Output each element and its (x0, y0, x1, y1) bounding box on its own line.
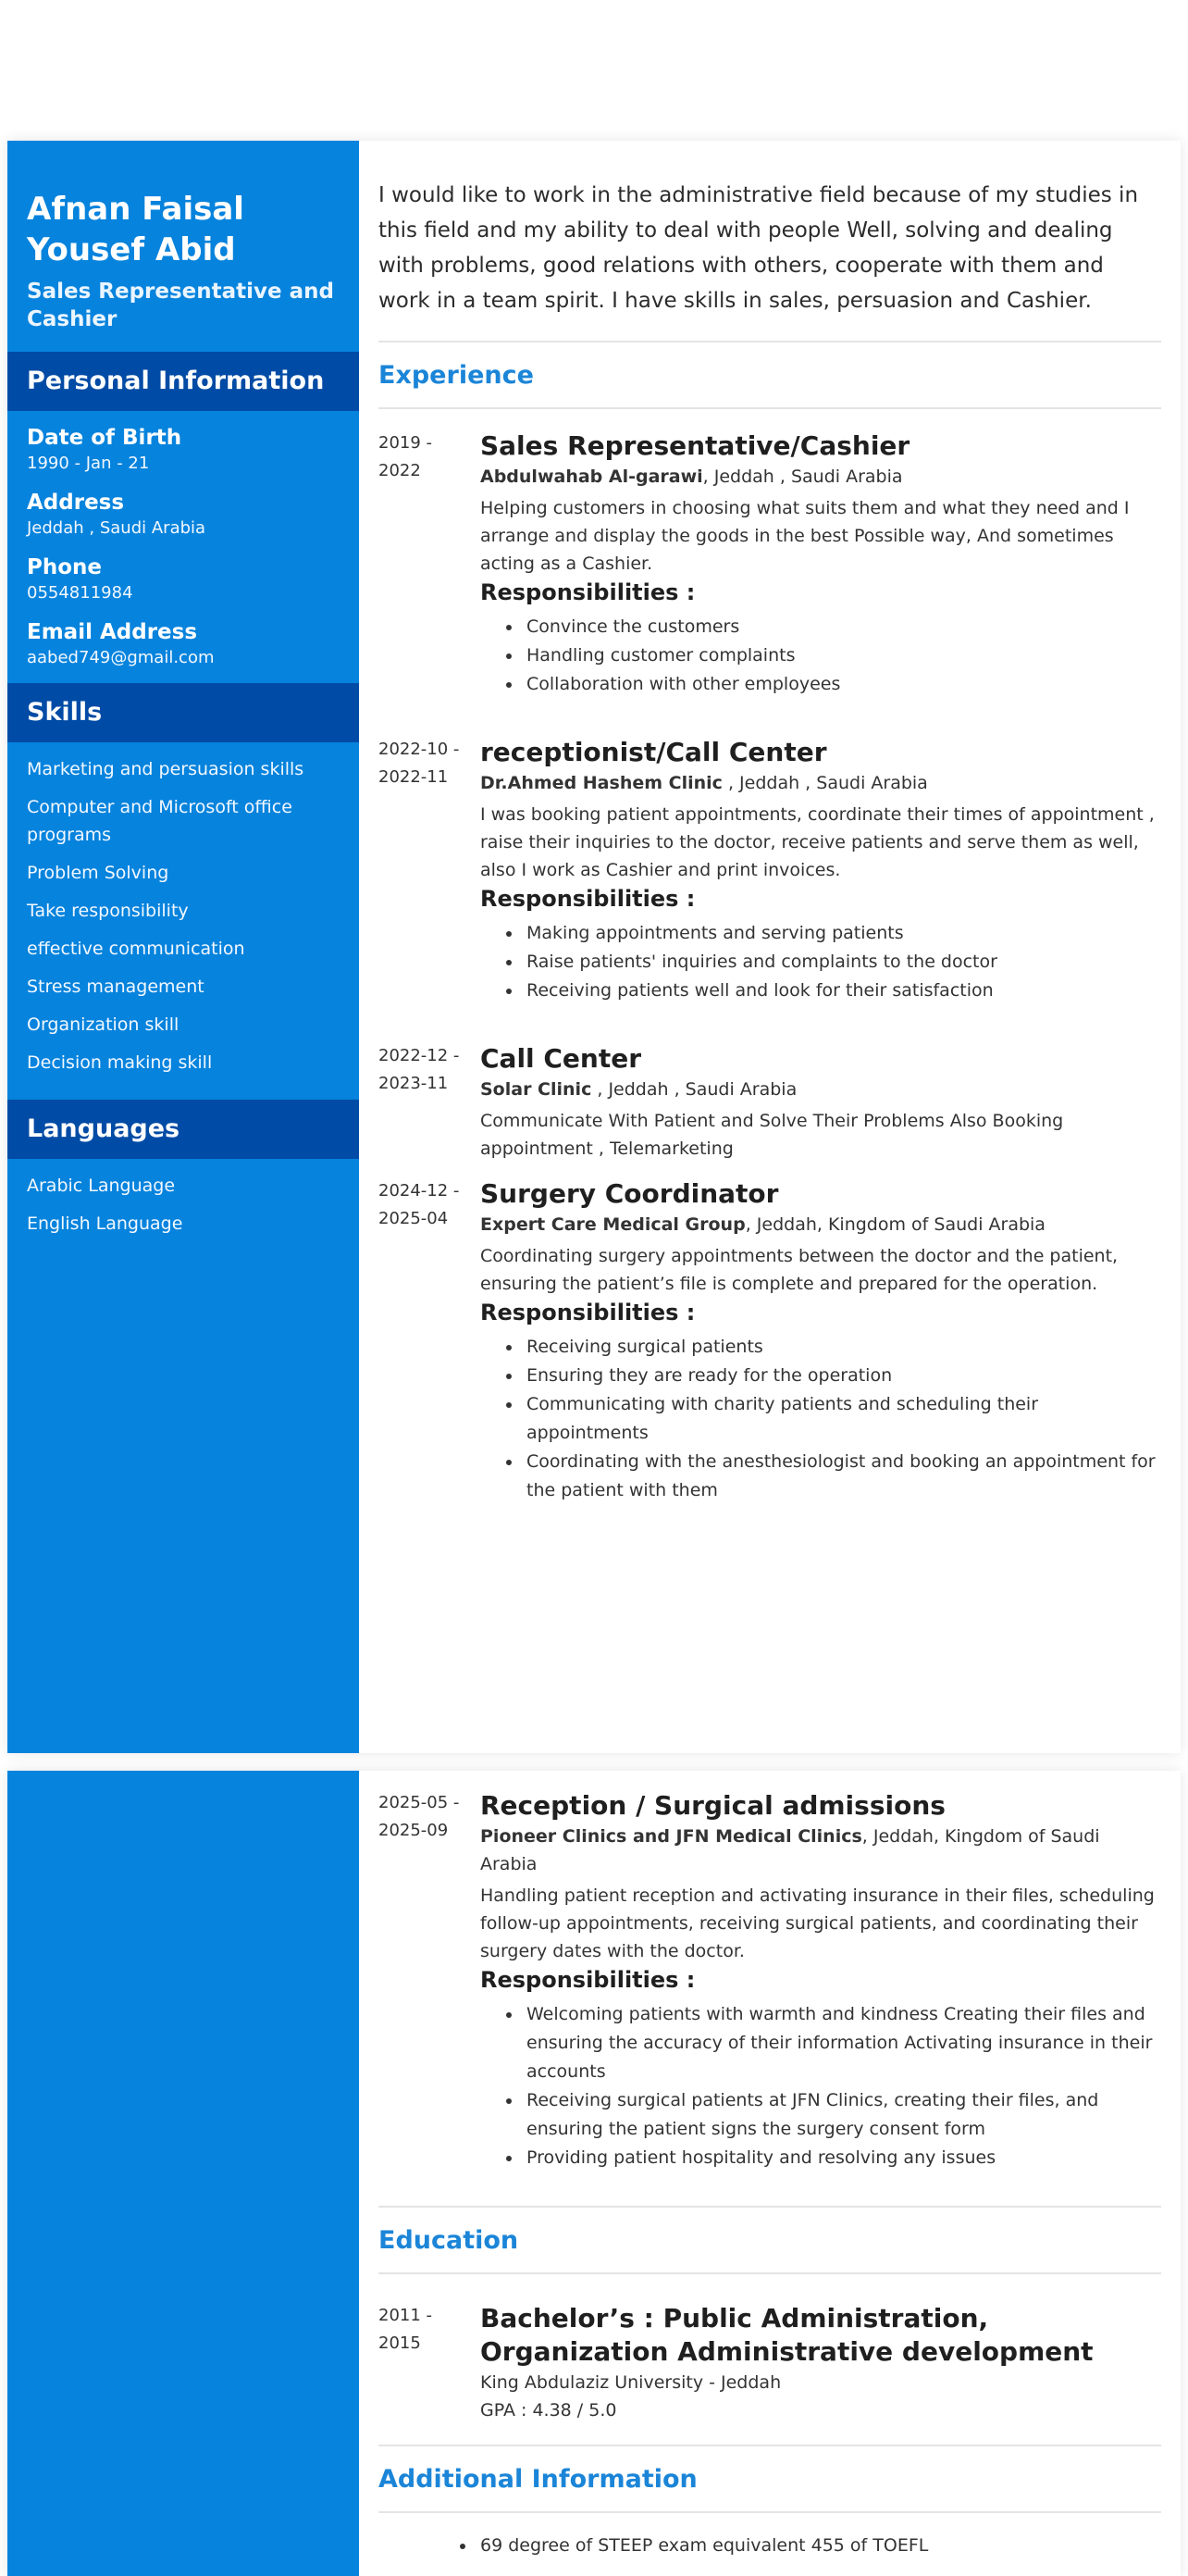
job-role: receptionist/Call Center (480, 737, 827, 767)
experience-entry (378, 429, 1161, 699)
responsibilities-label: Responsibilities : (480, 886, 696, 912)
org-location: , Jeddah , Saudi Arabia (722, 773, 928, 793)
languages-list (7, 1159, 359, 1261)
list-item: Providing patient hospitality and resolving any issues (526, 2144, 1161, 2172)
org-name: Abdulwahab Al-garawi (480, 467, 703, 487)
skill-item: Stress management (27, 977, 204, 997)
entry-date (378, 429, 480, 699)
school-name: King Abdulaziz University - Jeddah (480, 2372, 782, 2393)
responsibilities-list (480, 2000, 1161, 2172)
education-entry (378, 2302, 1161, 2424)
job-org (480, 463, 1161, 491)
main-content (359, 141, 1181, 1753)
responsibilities-list (480, 613, 1161, 699)
responsibilities-list (480, 1333, 1161, 1505)
list-item: Receiving surgical patients (526, 1333, 1161, 1362)
language-item: English Language (27, 1213, 183, 1234)
org-location: , Jeddah , Saudi Arabia (591, 1079, 798, 1100)
experience-entry (378, 1042, 1161, 1163)
skill-item: Decision making skill (27, 1052, 213, 1073)
entry-body (480, 2302, 1161, 2424)
education-heading: Education (378, 2208, 1161, 2274)
list-item: Ensuring they are ready for the operation (526, 1362, 1161, 1390)
date-start: 2022-12 - (378, 1046, 460, 1065)
job-role: Surgery Coordinator (480, 1178, 779, 1209)
experience-heading: Experience (378, 342, 1161, 409)
sidebar (7, 141, 359, 1753)
list-item: Receiving surgical patients at JFN Clinics, creating their files, and ensuring the patient signs the surgery consent form (526, 2086, 1161, 2144)
entry-body (480, 736, 1161, 1005)
phone-label: Phone (27, 555, 103, 579)
job-description: Handling patient reception and activating insurance in their files, scheduling follow-up appointments, receiving surgical patients, and coordinating their surgery dates with the doctor. (480, 1885, 1155, 1961)
date-end: 2023-11 (378, 1074, 449, 1093)
org-location: , Jeddah , Saudi Arabia (702, 467, 903, 487)
skill-item: Take responsibility (27, 901, 189, 921)
responsibilities-label: Responsibilities : (480, 1300, 696, 1325)
experience-entry (378, 736, 1161, 1005)
list-item: Handling customer complaints (526, 641, 1161, 670)
list-item: Making appointments and serving patients (526, 919, 1161, 948)
skill-item: Organization skill (27, 1014, 179, 1035)
date-end: 2015 (378, 2333, 421, 2353)
gpa: GPA : 4.38 / 5.0 (480, 2400, 617, 2420)
skill-item: Marketing and persuasion skills (27, 759, 304, 779)
sidebar (7, 1771, 359, 2576)
candidate-title: Sales Representative and Cashier (27, 280, 334, 331)
date-start: 2025-05 - (378, 1793, 460, 1812)
org-name: Pioneer Clinics and JFN Medical Clinics (480, 1826, 862, 1847)
responsibilities-label: Responsibilities : (480, 1967, 696, 1993)
job-role: Sales Representative/Cashier (480, 430, 910, 461)
entry-date (378, 736, 480, 1005)
list-item: Convince the customers (526, 613, 1161, 641)
date-start: 2022-10 - (378, 740, 460, 759)
candidate-name: Afnan Faisal Yousef Abid (27, 191, 244, 268)
job-role: Reception / Surgical admissions (480, 1790, 946, 1821)
job-description: Communicate With Patient and Solve Their Problems Also Booking appointment , Telemarketing (480, 1111, 1064, 1159)
email-label: Email Address (27, 620, 198, 644)
list-item: Communicating with charity patients and scheduling their appointments (526, 1390, 1161, 1448)
org-name: Solar Clinic (480, 1079, 592, 1100)
list-item: Welcoming patients with warmth and kindness Creating their files and ensuring the accuracy of their information Activating insurance in their accounts (526, 2000, 1161, 2086)
date-end: 2022-11 (378, 767, 449, 787)
address-value: Jeddah , Saudi Arabia (27, 518, 206, 538)
languages-heading: Languages (7, 1100, 359, 1159)
additional-info-list (378, 2532, 1161, 2560)
dob-label: Date of Birth (27, 426, 182, 450)
entry-body (480, 1177, 1161, 1505)
org-location: , Jeddah, Kingdom of Saudi Arabia (480, 1826, 1100, 1874)
date-end: 2025-04 (378, 1209, 449, 1228)
additional-info-heading: Additional Information (378, 2446, 1161, 2513)
main-content (359, 1771, 1181, 2576)
job-org (480, 1211, 1161, 1238)
resume-page-1 (7, 141, 1181, 1753)
dob-value: 1990 - Jan - 21 (27, 454, 150, 473)
experience-entry (378, 1789, 1161, 2172)
entry-body (480, 1042, 1161, 1163)
entry-body (480, 1789, 1161, 2172)
experience-entry (378, 1177, 1161, 1505)
entry-date (378, 1789, 480, 2172)
list-item: Raise patients' inquiries and complaints to the doctor (526, 948, 1161, 977)
entry-date (378, 1177, 480, 1505)
org-name: Expert Care Medical Group (480, 1214, 746, 1235)
language-item: Arabic Language (27, 1176, 176, 1196)
responsibilities-label: Responsibilities : (480, 579, 696, 605)
responsibilities-list (480, 919, 1161, 1005)
profile-summary: I would like to work in the administrative field because of my studies in this field and my ability to deal with people Well, solving and dealing with problems, good relations with others, cooperate with them and work in a team spirit. I have skills in sales, persuasion and Cashier. (378, 141, 1161, 342)
date-start: 2019 - (378, 433, 433, 453)
list-item: Collaboration with other employees (526, 670, 1161, 699)
skill-item: Problem Solving (27, 863, 169, 883)
skills-list (7, 742, 359, 1100)
list-item: 69 degree of STEEP exam equivalent 455 of TOEFL (480, 2532, 1161, 2560)
date-start: 2011 - (378, 2306, 433, 2325)
entry-date (378, 1042, 480, 1163)
personal-info-heading: Personal Information (7, 352, 359, 411)
address-label: Address (27, 491, 125, 515)
job-description: I was booking patient appointments, coordinate their times of appointment , raise their inquiries to the doctor, receive patients and serve them as well, also I work as Cashier and print invoices. (480, 804, 1155, 880)
skill-item: effective communication (27, 939, 245, 959)
entry-body (480, 429, 1161, 699)
date-end: 2025-09 (378, 1821, 449, 1840)
email-value: aabed749@gmail.com (27, 648, 215, 667)
org-name: Dr.Ahmed Hashem Clinic (480, 773, 723, 793)
resume-page-2 (7, 1771, 1181, 2576)
skill-item: Computer and Microsoft office programs (27, 797, 292, 845)
date-end: 2022 (378, 461, 421, 480)
skills-heading: Skills (7, 683, 359, 742)
degree-title: Bachelor’s : Public Administration, Organization Administrative development (480, 2303, 1094, 2367)
personal-info-list (7, 411, 359, 683)
job-description: Coordinating surgery appointments between the doctor and the patient, ensuring the patient’s file is complete and prepared for the operation. (480, 1246, 1119, 1294)
org-location: , Jeddah, Kingdom of Saudi Arabia (745, 1214, 1046, 1235)
job-description: Helping customers in choosing what suits them and what they need and I arrange and display the goods in the best Possible way, And sometimes acting as a Cashier. (480, 498, 1130, 574)
job-org (480, 1823, 1161, 1878)
job-org (480, 1076, 1161, 1103)
job-role: Call Center (480, 1043, 642, 1074)
date-start: 2024-12 - (378, 1181, 460, 1201)
entry-date (378, 2302, 480, 2424)
list-item: Receiving patients well and look for their satisfaction (526, 977, 1161, 1005)
phone-value: 0554811984 (27, 583, 133, 603)
job-org (480, 769, 1161, 797)
list-item: Coordinating with the anesthesiologist and booking an appointment for the patient with them (526, 1448, 1161, 1505)
